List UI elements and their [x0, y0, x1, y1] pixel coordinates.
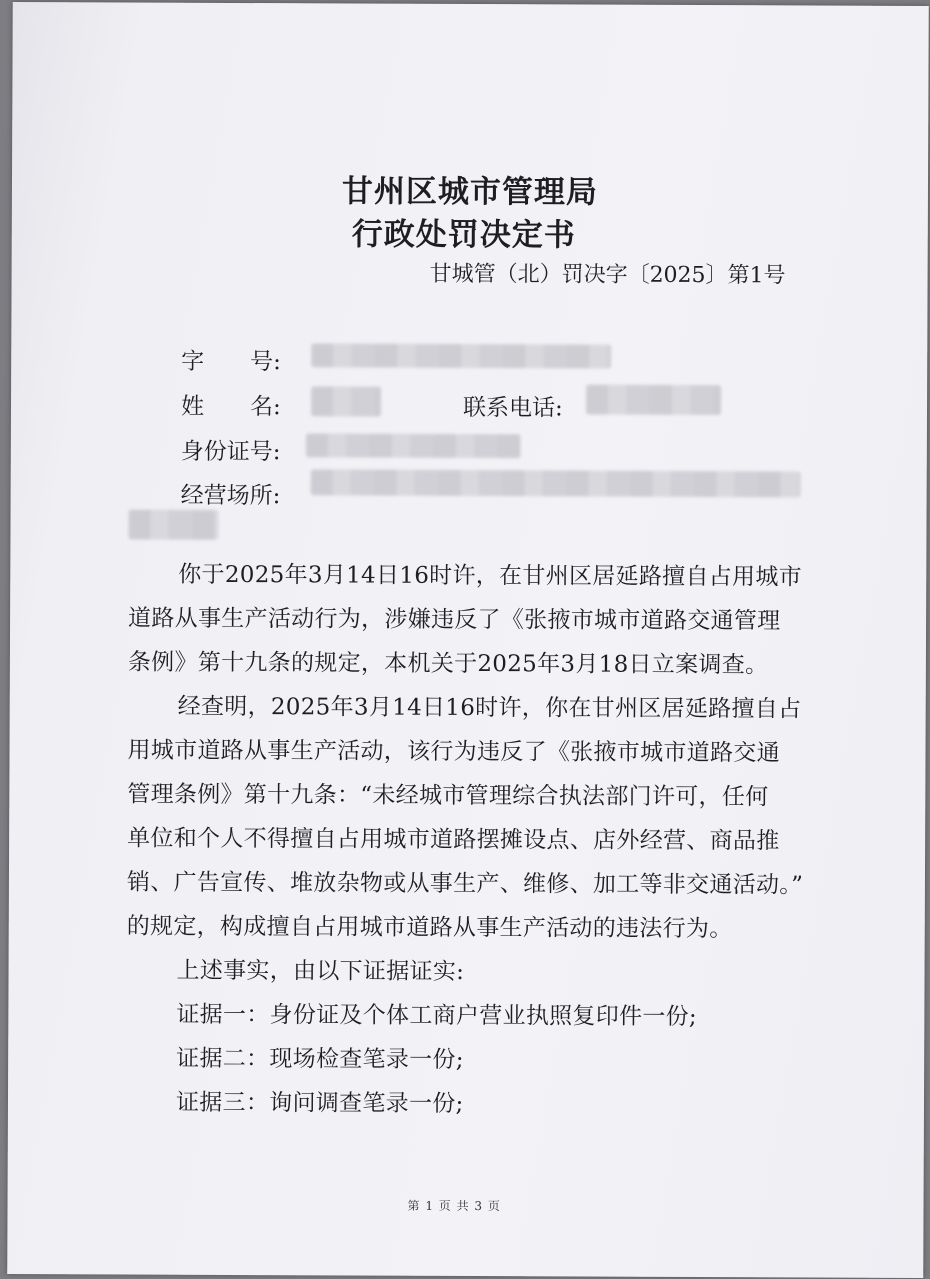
paragraph-line: 单位和个人不得擅自占用城市道路摆摊设点、店外经营、商品推 — [127, 825, 780, 855]
page-footer: 第 1 页 共 3 页 — [407, 1198, 501, 1214]
document-page — [7, 2, 929, 1278]
field-label-id: 身份证号: — [180, 438, 281, 466]
document-number: 甘城管（北）罚决字〔2025〕第1号 — [429, 261, 786, 289]
evidence-item: 证据一：身份证及个体工商户营业执照复印件一份; — [176, 1001, 698, 1031]
paragraph-line: 道路从事生产活动行为，涉嫌违反了《张掖市城市道路交通管理 — [128, 605, 781, 635]
redacted-zihao — [311, 343, 611, 368]
field-label-place: 经营场所: — [180, 482, 281, 510]
evidence-item: 证据三：询问调查笔录一份; — [175, 1089, 464, 1117]
field-label-zihao: 字 号: — [181, 348, 282, 376]
title-line-2: 行政处罚决定书 — [351, 216, 576, 254]
paragraph-line: 销、广告宣传、堆放杂物或从事生产、维修、加工等非交通活动。” — [126, 869, 804, 899]
redacted-name — [311, 386, 381, 416]
redacted-place-cont — [128, 510, 218, 540]
evidence-item: 证据二：现场检查笔录一份; — [176, 1045, 464, 1073]
paragraph-line: 条例》第十九条的规定，本机关于2025年3月18日立案调查。 — [127, 649, 769, 679]
paragraph-line: 经查明，2025年3月14日16时许，你在甘州区居延路擅自占 — [177, 693, 802, 723]
paragraph-line: 的规定，构成擅自占用城市道路从事生产活动的违法行为。 — [126, 913, 733, 943]
field-label-phone: 联系电话: — [462, 394, 563, 422]
redacted-id — [306, 433, 521, 458]
paragraph-line: 上述事实，由以下证据证实: — [176, 957, 465, 985]
paragraph-line: 管理条例》第十九条：“未经城市管理综合执法部门许可，任何 — [127, 781, 769, 811]
paragraph-line: 用城市道路从事生产活动，该行为违反了《张掖市城市道路交通 — [127, 737, 780, 767]
redacted-place — [311, 469, 801, 497]
paragraph-line: 你于2025年3月14日16时许，在甘州区居延路擅自占用城市 — [178, 561, 803, 591]
redacted-phone — [586, 385, 721, 416]
field-label-name: 姓 名: — [180, 393, 281, 421]
title-line-1: 甘州区城市管理局 — [341, 173, 599, 211]
